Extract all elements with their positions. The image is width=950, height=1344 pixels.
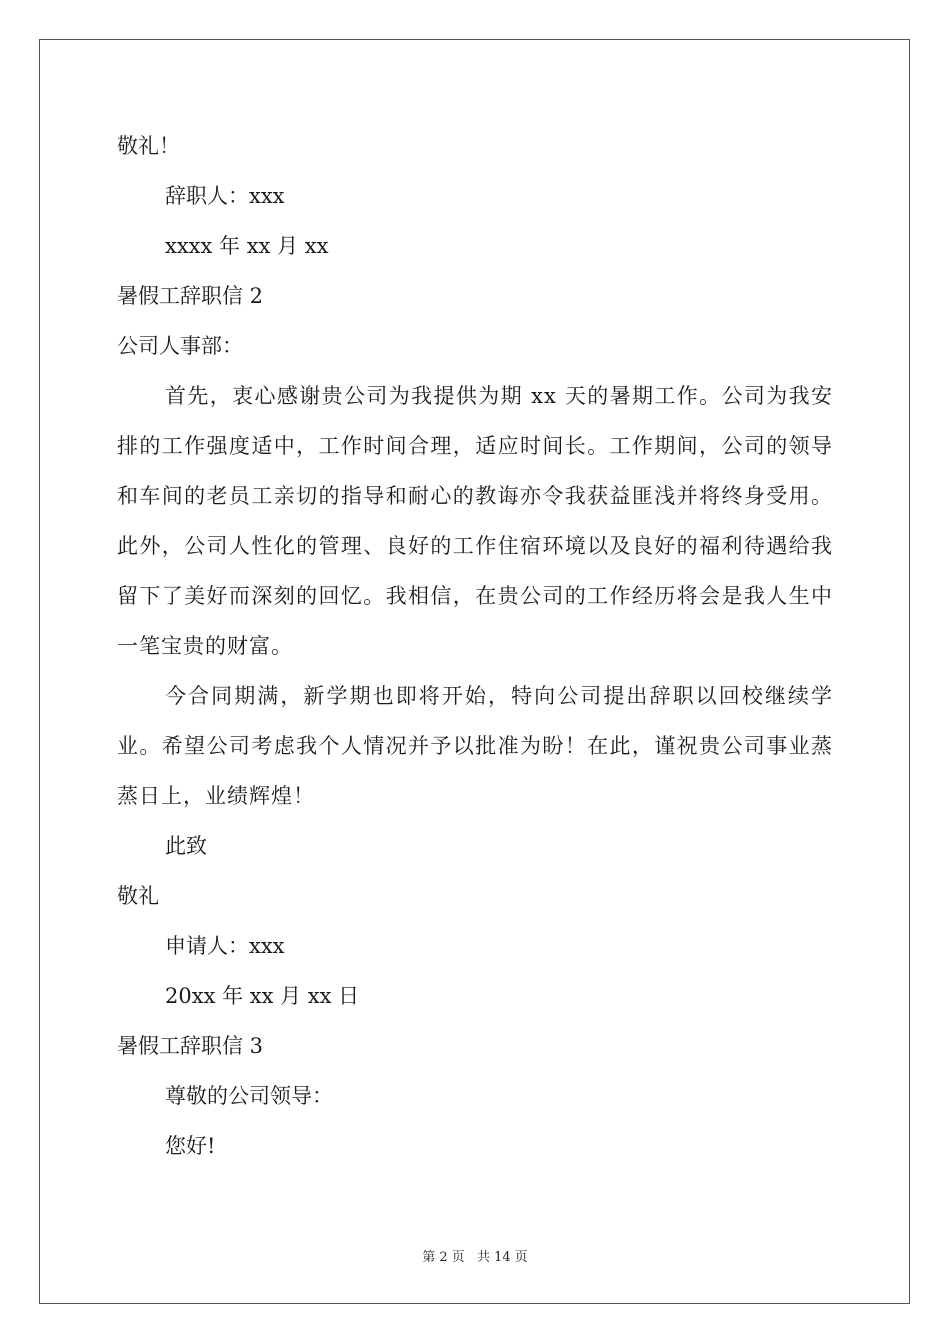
resignation-date: xxxx 年 xx 月 xx [165,234,329,258]
addressee-3: 尊敬的公司领导： [165,1084,333,1108]
page-number: 第 2 页 [422,1250,465,1265]
closing-salute: 敬礼！ [117,134,180,158]
body-paragraph-1: 首先，衷心感谢贵公司为我提供为期 xx 天的暑期工作。公司为我安排的工作强度适中，工作时间合理，适应时间长。工作期间，公司的领导和车间的老员工亲切的指导和耐心的教诲亦令我获益匪浅并将终身受用。此外，公司人性化的管理、良好的工作住宿环境以及良好的福利待遇给我留下了美好而深刻的回忆。我相信，在贵公司的工作经历将会是我人生中一笔宝贵的财富。 [117,384,833,658]
letter-title-3: 暑假工辞职信 3 [117,1034,264,1058]
addressee-2: 公司人事部： [117,334,243,358]
page-footer [0,1246,950,1265]
greeting-3: 您好! [165,1134,216,1158]
letter-title-2: 暑假工辞职信 2 [117,284,264,308]
closing-salute-2: 敬礼 [117,884,159,908]
body-paragraph-2: 今合同期满，新学期也即将开始，特向公司提出辞职以回校继续学业。希望公司考虑我个人情况并予以批准为盼！在此，谨祝贵公司事业蒸蒸日上，业绩辉煌！ [117,684,833,808]
resigner-signature: 辞职人：xxx [165,184,285,208]
closing-phrase: 此致 [165,834,207,858]
application-date: 20xx 年 xx 月 xx 日 [165,984,360,1008]
page-total: 共 14 页 [476,1250,528,1265]
applicant-signature: 申请人：xxx [165,934,285,958]
document-body [117,121,833,1171]
